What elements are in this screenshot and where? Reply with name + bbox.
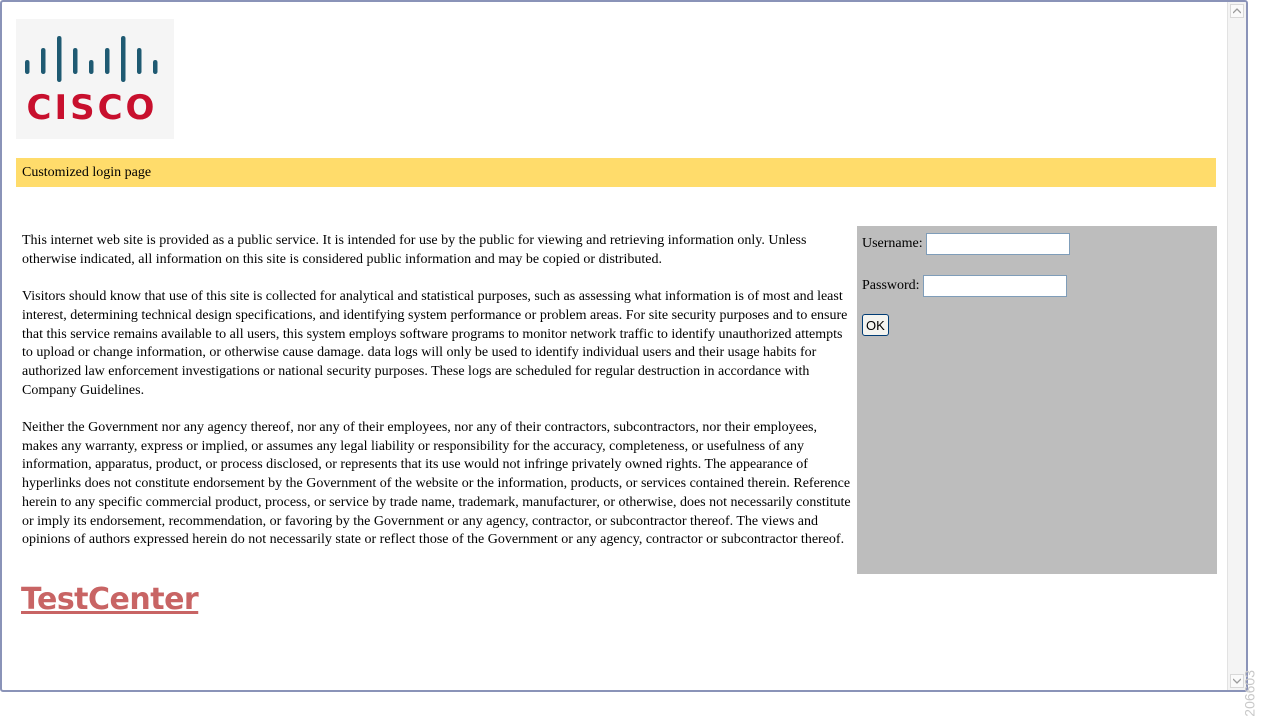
cisco-logo: [16, 19, 174, 139]
banner-text: Customized login page: [22, 165, 152, 180]
testcenter-link[interactable]: TestCenter: [21, 582, 199, 617]
password-row: [862, 274, 1212, 298]
cisco-logo-graphic: [16, 19, 174, 139]
chevron-down-icon: [1233, 678, 1241, 684]
notice-paragraph: Visitors should know that use of this site is collected for analytical and statistical purposes, such as assessing what information is of most and least interest, determining technical design specifications, and identifying system performance or problem areas. For site security purposes and to ensure that this service remains available to all users, this system employs software programs to monitor network traffic to identify unauthorized attempts to upload or change information, or otherwise cause damage. data logs will only be used to identify individual users and their usage habits for authorized law enforcement investigations or national security purposes. These logs are scheduled for regular destruction in accordance with Company Guidelines.: [22, 289, 848, 398]
banner: [16, 158, 1216, 187]
notice-paragraph: This internet web site is provided as a public service. It is intended for use by the public for viewing and retrieving information only. Unless otherwise indicated, all information on this site is considered public information and may be copied or distributed.: [22, 233, 807, 267]
notice-text: [22, 232, 854, 569]
chevron-up-icon: [1233, 8, 1241, 14]
scroll-up-button[interactable]: [1230, 4, 1244, 18]
password-input[interactable]: [923, 275, 1067, 297]
svg-text:CISCO: CISCO: [26, 88, 158, 128]
login-panel: [857, 226, 1217, 574]
notice-paragraph: Neither the Government nor any agency thereof, nor any of their employees, nor any of their contractors, subcontractors, nor their employees, makes any warranty, express or implied, or assumes any legal liability or responsibility for the accuracy, completeness, or usefulness of any information, apparatus, product, or process disclosed, or represents that its use would not infringe privately owned rights. The appearance of hyperlinks does not constitute endorsement by the Government of the website or the information, products, or services contained therein. Reference herein to any specific commercial product, process, or service by trade name, trademark, manufacturer, or otherwise, does not necessarily constitute or imply its endorsement, recommendation, or favoring by the Government or any agency, contractor, or subcontractor thereof. The views and opinions of authors expressed herein do not necessarily state or reflect those of the Government or any agency, contractor or subcontractor thereof.: [22, 420, 851, 548]
figure-watermark: 206603: [1242, 670, 1258, 717]
ok-button[interactable]: OK: [862, 314, 889, 336]
username-label: Username:: [862, 236, 923, 251]
username-input[interactable]: [926, 233, 1070, 255]
vertical-scrollbar[interactable]: [1227, 2, 1246, 690]
password-label: Password:: [862, 278, 920, 293]
username-row: [862, 232, 1212, 256]
